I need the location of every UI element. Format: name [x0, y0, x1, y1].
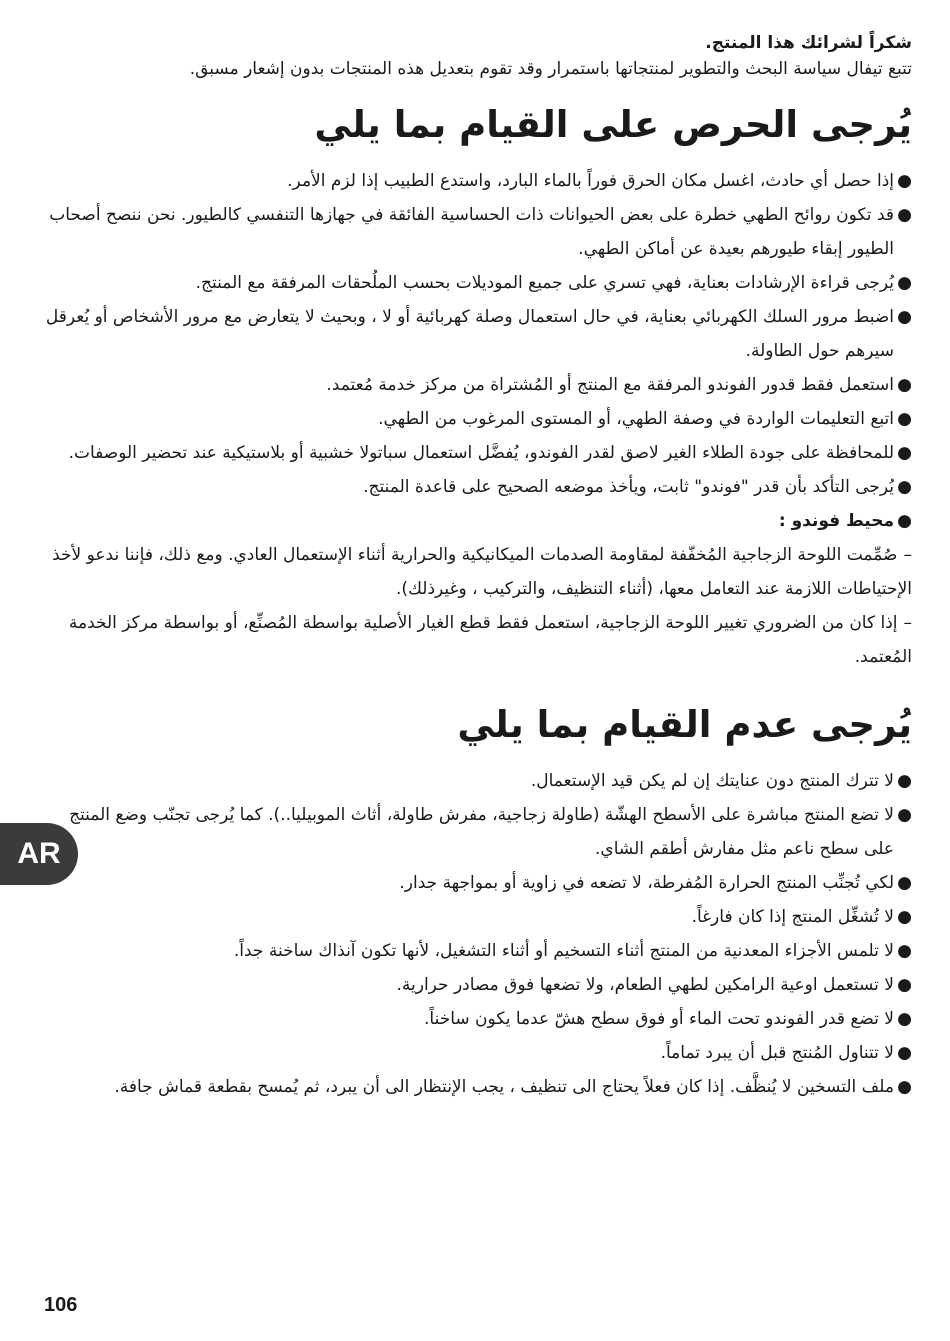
do-item-text: يُرجى قراءة الإرشادات بعناية، فهي تسري على جميع الموديلات بحسب الملُحقات المرفقة مع المنتج. — [195, 273, 894, 293]
fondue-subheading — [40, 504, 912, 538]
do-item-text: اضبط مرور السلك الكهربائي بعناية، في حال استعمال وصلة كهربائية أو لا ، وبحيث لا يتعارض مع مرور الأشخاص أو يُعرقل سيرهم حول الطاولة. — [45, 307, 894, 361]
dont-section-title: يُرجى عدم القيام بما يلي — [457, 703, 912, 746]
do-item — [40, 436, 912, 470]
page-content — [40, 30, 912, 1104]
dont-item — [40, 1070, 912, 1104]
dont-item — [40, 934, 912, 968]
do-item — [40, 470, 912, 504]
dont-item — [40, 900, 912, 934]
do-item-text: يُرجى التأكد بأن قدر "فوندو" ثابت، ويأخذ موضعه الصحيح على قاعدة المنتج. — [363, 477, 894, 497]
bullet-icon: ● — [897, 409, 912, 429]
do-item — [40, 402, 912, 436]
dont-item-text: لكي تُجنِّب المنتج الحرارة المُفرطة، لا تضعه في زاوية أو بمواجهة جدار. — [399, 873, 894, 893]
thanks-title: شكراً لشرائك هذا المنتج. — [705, 33, 912, 53]
bullet-icon: ● — [897, 307, 912, 327]
bullet-icon: ● — [897, 171, 912, 191]
dont-item — [40, 798, 912, 866]
do-item — [40, 164, 912, 198]
bullet-icon: ● — [897, 1009, 912, 1029]
dont-item — [40, 1002, 912, 1036]
bullet-icon: ● — [897, 907, 912, 927]
do-item — [40, 300, 912, 368]
dont-list — [40, 764, 912, 1104]
sub-item — [40, 606, 912, 674]
dash-icon: – — [903, 613, 912, 633]
bullet-icon: ● — [897, 805, 912, 825]
thanks-text: تتبع تيفال سياسة البحث والتطوير لمنتجاتها باستمرار وقد تقوم بتعديل هذه المنتجات بدون إشعار مسبق. — [189, 59, 912, 79]
do-item-text: إذا حصل أي حادث، اغسل مكان الحرق فوراً بالماء البارد، واستدع الطبيب إذا لزم الأمر. — [287, 171, 894, 191]
bullet-icon: ● — [897, 511, 912, 531]
dont-item-text: لا تضع المنتج مباشرة على الأسطح الهشّة (طاولة زجاجية، مفرش طاولة، أثاث الموبيليا..). كما يُرجى تجنّب وضع المنتج على سطح ناعم مثل مفارش أطقم الشاي. — [69, 805, 894, 859]
do-item-text: للمحافظة على جودة الطلاء الغير لاصق لقدر الفوندو، يُفضَّل استعمال سباتولا خشبية أو بلاستيكية عند تحضير الوصفات. — [68, 443, 894, 463]
do-item — [40, 198, 912, 266]
bullet-icon: ● — [897, 477, 912, 497]
page-number: 106 — [44, 1294, 78, 1316]
dash-icon: – — [903, 545, 912, 565]
dont-item-text: لا تلمس الأجزاء المعدنية من المنتج أثناء التسخيم أو أثناء التشغيل، لأنها تكون آنذاك ساخنة جداً. — [233, 941, 894, 961]
do-item-text: اتبع التعليمات الواردة في وصفة الطهي، أو المستوى المرغوب من الطهي. — [378, 409, 894, 429]
bullet-icon: ● — [897, 375, 912, 395]
bullet-icon: ● — [897, 873, 912, 893]
dont-item-text: لا تضع قدر الفوندو تحت الماء أو فوق سطح هشّ عدما يكون ساخناً. — [424, 1009, 894, 1029]
bullet-icon: ● — [897, 975, 912, 995]
dont-item-text: لا تتناول المُنتج قبل أن يبرد تماماً. — [660, 1043, 894, 1063]
dont-item-text: لا تستعمل اوعية الرامكين لطهي الطعام، ولا تضعها فوق مصادر حرارية. — [396, 975, 894, 995]
dont-item — [40, 1036, 912, 1070]
bullet-icon: ● — [897, 273, 912, 293]
sub-item-text: إذا كان من الضروري تغيير اللوحة الزجاجية، استعمل فقط قطع الغيار الأصلية بواسطة المُصنِّع، أو بواسطة مركز الخدمة المُعتمد. — [68, 613, 912, 667]
do-list — [40, 164, 912, 674]
do-item — [40, 266, 912, 300]
bullet-icon: ● — [897, 1043, 912, 1063]
dont-item — [40, 968, 912, 1002]
language-tab: AR — [0, 823, 78, 885]
bullet-icon: ● — [897, 205, 912, 225]
fondue-subheading-text: محيط فوندو : — [778, 511, 894, 531]
do-item-text: قد تكون روائح الطهي خطرة على بعض الحيوانات ذات الحساسية الفائقة في جهازها التنفسي كالطيور. نحن ننصح أصحاب الطيور إبقاء طيورهم بعيدة عن أماكن الطهي. — [49, 205, 894, 259]
bullet-icon: ● — [897, 771, 912, 791]
dont-item-text: ملف التسخين لا يُنظَّف. إذا كان فعلاً يحتاج الى تنظيف ، يجب الإنتظار الى أن يبرد، ثم يُمسح بقطعة قماش جافة. — [114, 1077, 894, 1097]
dont-item — [40, 764, 912, 798]
dont-item — [40, 866, 912, 900]
bullet-icon: ● — [897, 1077, 912, 1097]
dont-item-text: لا تُشغِّل المنتج إذا كان فارغاً. — [691, 907, 894, 927]
bullet-icon: ● — [897, 941, 912, 961]
do-item-text: استعمل فقط قدور الفوندو المرفقة مع المنتج أو المُشتراة من مركز خدمة مُعتمد. — [326, 375, 894, 395]
do-section-title: يُرجى الحرص على القيام بما يلي — [314, 103, 912, 146]
sub-item — [40, 538, 912, 606]
bullet-icon: ● — [897, 443, 912, 463]
dont-item-text: لا تترك المنتج دون عنايتك إن لم يكن قيد الإستعمال. — [530, 771, 894, 791]
sub-item-text: صُمِّمت اللوحة الزجاجية المُخفّفة لمقاومة الصدمات الميكانيكية والحرارية أثناء الإستعمال العادي. ومع ذلك، فإننا ندعو لأخذ الإحتياطات اللازمة عند التعامل معها، (أثناء التنظيف، والتركيب ، وغيرذلك). — [52, 545, 912, 599]
do-item — [40, 368, 912, 402]
